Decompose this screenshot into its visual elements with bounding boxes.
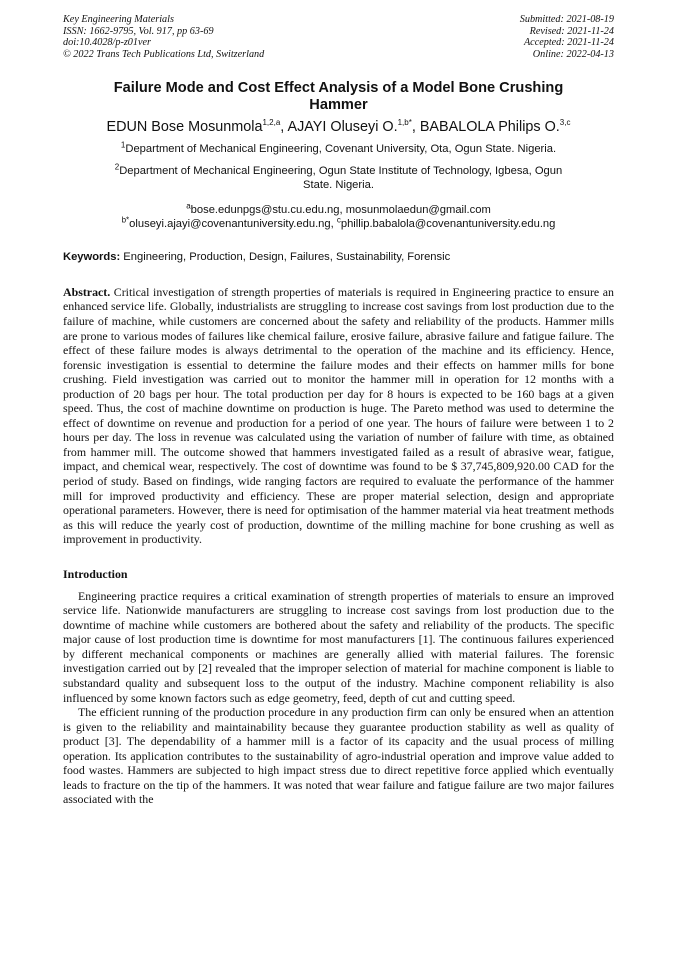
journal-copyright: © 2022 Trans Tech Publications Ltd, Switzerland [63, 48, 265, 60]
abstract-label: Abstract. [63, 284, 111, 299]
author-affil: 1,2,a [262, 118, 281, 128]
email-line [63, 217, 614, 231]
date-revised: Revised: 2021-11-24 [529, 25, 614, 37]
journal-issn: ISSN: 1662-9795, Vol. 917, pp 63-69 [63, 25, 214, 37]
paper-page [63, 14, 614, 807]
journal-header [63, 14, 614, 60]
author-name: AJAYI Oluseyi O. [287, 119, 398, 136]
author-affil: 1,b* [397, 118, 412, 128]
keywords-label: Keywords: [63, 250, 121, 263]
author-list [63, 118, 614, 137]
email-link[interactable]: oluseyi.ajayi@covenantuniversity.edu.ng, [129, 217, 337, 230]
paragraph: The efficient running of the production procedure in any production firm can only be ensured when an attention is given to the reliability and maintainability because they guarantee production stability as well as quality of product [3]. The dependability of a hammer mill is a factor of its capacity and the usual process of milling operation. Its application contributes to the sustainability of agro-industrial operation and improve value added to food wastes. Hammers are subjected to high impact stress due to direct repetitive force applied which eventually leads to fracture on the tip of the hammers. It was noted that wear failure and fatigue failure are two major failures associated with the [63, 705, 614, 807]
email-link[interactable]: phillip.babalola@covenantuniversity.edu.ng [340, 217, 556, 230]
journal-name: Key Engineering Materials [63, 14, 174, 25]
abstract-text: Critical investigation of strength properties of materials is required in Engineering practice to ensure an enhanced service life. Globally, industrialists are struggling to increase cost savings from lost production due to the failure of machine, while customers are concerned about the safety and reliability of the products. Hammer mills are prone to various modes of failures like chemical failure, erosive failure, abrasive failure and fatigue failure. The effect of these failure modes is always detrimental to the operation of the machine and its efficiency. Hence, forensic investigation is essential to determine the failure modes and their effects on hammer mills for bone crushing. Field investigation was carried out to monitor the hammer mill in operation for 12 months with a production of 20 bags per hour. The total production per day for 8 hours is expected to be 160 bags at a given speed. Thus, the cost of machine downtime on production is huge. The Pareto method was used to determine the effect of downtime on revenue and production for a period of one year. The hours of failure were between 1 to 2 hours per day. The loss in revenue was calculated using the variation of number of failure with time, as obtained from hammer mill. The outcome showed that hammers investigated failed as a result of abrasive wear, fatigue, impact, and chemical wear, respectively. The cost of downtime was found to be $ 37,745,809,920.00 CAD for the period of study. Based on findings, wide ranging factors are required to evaluate the performance of the hammer mill for improved productivity and efficiency. These are proper material selection, design and appropriate operational parameters. However, there is need for optimisation of the hammer material via heat treatment methods as this will reduce the yearly cost of production, downtime of the milling machine for bone crushing as well as improvement in productivity. [63, 284, 614, 547]
author-name: BABALOLA Philips O. [419, 119, 560, 136]
date-accepted: Accepted: 2021-11-24 [523, 37, 614, 49]
section-heading: Introduction [63, 566, 128, 581]
email-marker: b* [121, 215, 130, 225]
author-name: EDUN Bose Mosunmola [106, 119, 263, 136]
affiliation-number: 2 [114, 162, 120, 172]
paragraph: Engineering practice requires a critical examination of strength properties of materials to ensure an improved service life. Nationwide manufacturers are struggling to increase cost savings from lost production due to the downtime of machine while customers are bothered about the safety and reliability of the products. The specific major cause of lost production time is downtime for most manufacturers [1]. The continuous failures experienced by different mechanical components or machines are generally allied with material failures. The forensic investigation carried out by [2] revealed that the improper selection of material for machine component is liable to substandard quality and subsequent loss to the output of the industry. Machine component reliability is also influenced by some known factors such as edge geometry, feed, depth of cut and cutting speed. [63, 588, 614, 705]
keywords-text: Engineering, Production, Design, Failures, Sustainability, Forensic [120, 250, 451, 263]
submission-dates [520, 14, 614, 60]
affiliation-text: Department of Mechanical Engineering, Covenant University, Ota, Ogun State. Nigeria. [125, 143, 557, 156]
abstract [63, 285, 614, 547]
affiliation-text: Department of Mechanical Engineering, Ogun State Institute of Technology, Igbesa, Ogun State. Nigeria. [119, 164, 563, 192]
journal-doi: doi:10.4028/p-z01ver [63, 37, 151, 49]
affiliation-2 [63, 164, 614, 193]
affiliation-1 [63, 142, 614, 157]
paper-title: Failure Mode and Cost Effect Analysis of a Model Bone Crushing Hammer [113, 80, 564, 114]
author-sep: , [280, 119, 288, 136]
author-emails [63, 203, 614, 231]
date-submitted: Submitted: 2021-08-19 [519, 14, 614, 25]
affiliation-number: 1 [120, 140, 126, 150]
email-link[interactable]: bose.edunpgs@stu.cu.edu.ng, mosunmolaedun@gmail.com [190, 203, 491, 216]
keywords [63, 250, 614, 264]
email-marker: c [336, 215, 341, 225]
author-sep: , [411, 119, 420, 136]
author-affil: 3,c [559, 118, 571, 128]
journal-info [63, 14, 264, 60]
email-marker: a [186, 201, 191, 211]
date-online: Online: 2022-04-13 [532, 48, 614, 60]
